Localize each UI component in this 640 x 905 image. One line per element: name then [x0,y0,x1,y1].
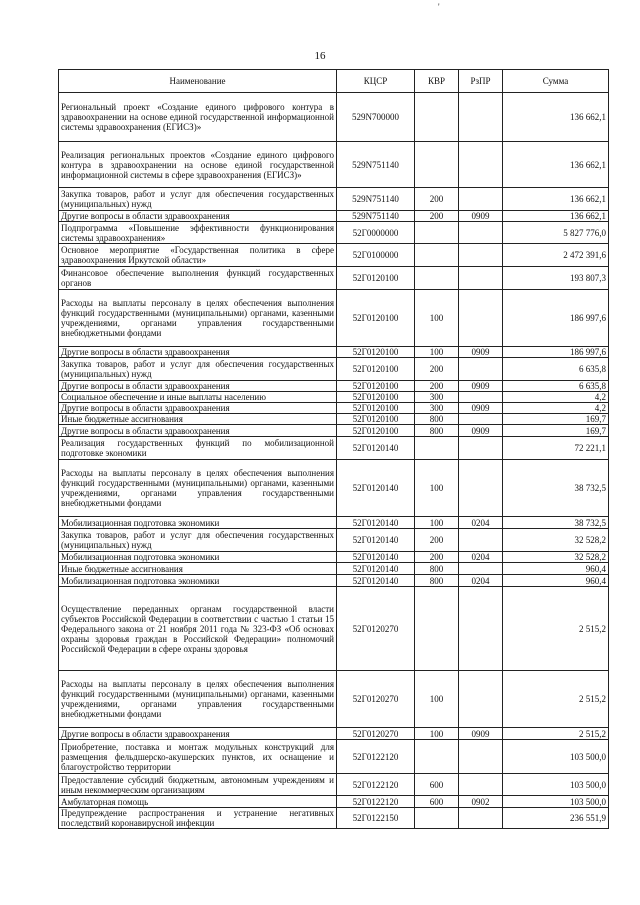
cell-name: Расходы на выплаты персоналу в целях обеспечения выполнения функций государственными (муниципальными) органами, казенными учреждениями, органами управления государственными внебюджетными фондами [59,290,337,347]
cell-kvr: 100 [415,671,459,728]
cell-rzpr [459,460,503,517]
cell-kvr [415,222,459,244]
cell-sum: 136 662,1 [503,142,609,188]
cell-kvr: 800 [415,575,459,587]
cell-sum: 2 515,2 [503,671,609,728]
table-row [59,381,609,392]
cell-sum: 6 635,8 [503,358,609,381]
cell-kvr [415,587,459,671]
table-row [59,728,609,740]
cell-kcsr: 529N751140 [337,211,415,222]
cell-kcsr: 52Г0120100 [337,347,415,358]
cell-kvr [415,142,459,188]
cell-kvr: 200 [415,358,459,381]
cell-kvr [415,437,459,460]
table-row [59,188,609,211]
cell-rzpr [459,587,503,671]
cell-kvr: 600 [415,796,459,808]
cell-kcsr: 52Г0120140 [337,437,415,460]
cell-kcsr: 52Г0122150 [337,808,415,829]
cell-name: Мобилизационная подготовка экономики [59,517,337,529]
cell-kvr [415,740,459,774]
cell-sum: 103 500,0 [503,740,609,774]
cell-sum: 169,7 [503,414,609,425]
cell-kvr: 200 [415,188,459,211]
cell-rzpr [459,529,503,552]
cell-name: Другие вопросы в области здравоохранения [59,381,337,392]
cell-rzpr [459,188,503,211]
cell-kvr: 800 [415,414,459,425]
cell-sum: 2 515,2 [503,728,609,740]
cell-kcsr: 52Г0120270 [337,671,415,728]
cell-sum: 2 472 391,6 [503,244,609,267]
cell-kcsr: 52Г0122120 [337,796,415,808]
cell-sum: 4,2 [503,403,609,414]
table-row [59,290,609,347]
cell-kcsr: 52Г0120100 [337,267,415,290]
cell-kvr [415,244,459,267]
cell-sum: 32 528,2 [503,529,609,552]
budget-table [58,69,609,829]
cell-sum: 236 551,9 [503,808,609,829]
table-row [59,796,609,808]
cell-kvr: 200 [415,552,459,563]
cell-kcsr: 52Г0120140 [337,552,415,563]
cell-kcsr: 52Г0120140 [337,575,415,587]
cell-kcsr: 52Г0120140 [337,529,415,552]
cell-name: Закупка товаров, работ и услуг для обеспечения государственных (муниципальных) нужд [59,188,337,211]
header-name: Наименование [59,70,337,93]
cell-name: Иные бюджетные ассигнования [59,414,337,425]
cell-sum: 6 635,8 [503,381,609,392]
cell-rzpr: 0909 [459,381,503,392]
scan-mark: ' [438,2,440,12]
table-row [59,808,609,829]
cell-kvr: 800 [415,425,459,437]
cell-kvr [415,93,459,142]
cell-kvr: 200 [415,529,459,552]
cell-name: Реализация государственных функций по мобилизационной подготовке экономики [59,437,337,460]
cell-rzpr [459,222,503,244]
cell-kcsr: 52Г0120100 [337,290,415,347]
cell-sum: 72 221,1 [503,437,609,460]
table-row [59,437,609,460]
cell-kvr: 100 [415,460,459,517]
cell-name: Реализация региональных проектов «Создание единого цифрового контура в здравоохранении на основе единой государственной информационной системы в сфере здравоохранения (ЕГИСЗ)» [59,142,337,188]
cell-name: Осуществление переданных органам государственной власти субъектов Российской Федерации в соответствии с частью 1 статьи 15 Федерального закона от 21 ноября 2011 года № 323-ФЗ «Об основах охраны здоровья граждан в Российской Федерации» полномочий Российской Федерации в сфере охраны здоровья [59,587,337,671]
table-row [59,587,609,671]
header-kcsr: КЦСР [337,70,415,93]
cell-sum: 193 807,3 [503,267,609,290]
cell-name: Другие вопросы в области здравоохранения [59,425,337,437]
cell-rzpr: 0204 [459,575,503,587]
cell-sum: 5 827 776,0 [503,222,609,244]
cell-kcsr: 52Г0000000 [337,222,415,244]
cell-kvr: 100 [415,517,459,529]
cell-kcsr: 52Г0120100 [337,392,415,403]
cell-name: Другие вопросы в области здравоохранения [59,347,337,358]
cell-kvr [415,808,459,829]
cell-kvr: 100 [415,347,459,358]
table-row [59,671,609,728]
cell-rzpr [459,244,503,267]
table-row [59,267,609,290]
cell-rzpr: 0909 [459,403,503,414]
cell-rzpr [459,808,503,829]
cell-kcsr: 52Г0120100 [337,403,415,414]
cell-kvr: 300 [415,392,459,403]
cell-kvr: 200 [415,211,459,222]
cell-kcsr: 52Г0122120 [337,774,415,796]
table-row [59,529,609,552]
table-row [59,460,609,517]
table-row [59,774,609,796]
cell-rzpr [459,437,503,460]
cell-rzpr [459,93,503,142]
cell-name: Мобилизационная подготовка экономики [59,575,337,587]
cell-rzpr: 0909 [459,347,503,358]
cell-rzpr: 0902 [459,796,503,808]
table-row [59,414,609,425]
header-rzpr: РзПР [459,70,503,93]
cell-name: Другие вопросы в области здравоохранения [59,211,337,222]
cell-kcsr: 52Г0100000 [337,244,415,267]
cell-name: Закупка товаров, работ и услуг для обеспечения государственных (муниципальных) нужд [59,529,337,552]
cell-sum: 136 662,1 [503,188,609,211]
cell-name: Региональный проект «Создание единого цифрового контура в здравоохранении на основе единой государственной информационной системы здравоохранения (ЕГИСЗ)» [59,93,337,142]
cell-kvr: 300 [415,403,459,414]
table-row [59,142,609,188]
cell-kcsr: 529N751140 [337,188,415,211]
table-row [59,425,609,437]
cell-kcsr: 52Г0120100 [337,358,415,381]
cell-sum: 186 997,6 [503,347,609,358]
header-sum: Сумма [503,70,609,93]
cell-kcsr: 529N751140 [337,142,415,188]
cell-name: Социальное обеспечение и иные выплаты населению [59,392,337,403]
table-row [59,347,609,358]
cell-rzpr [459,740,503,774]
cell-rzpr [459,267,503,290]
cell-rzpr [459,392,503,403]
cell-sum: 186 997,6 [503,290,609,347]
cell-rzpr: 0909 [459,728,503,740]
table-row [59,392,609,403]
cell-name: Предупреждение распространения и устранение негативных последствий коронавирусной инфекции [59,808,337,829]
cell-sum: 32 528,2 [503,552,609,563]
cell-sum: 4,2 [503,392,609,403]
cell-rzpr: 0204 [459,517,503,529]
cell-sum: 136 662,1 [503,211,609,222]
cell-kvr: 100 [415,290,459,347]
cell-name: Приобретение, поставка и монтаж модульных конструкций для размещения фельдшерско-акушерских пунктов, их оснащение и благоустройство территории [59,740,337,774]
cell-name: Основное мероприятие «Государственная политика в сфере здравоохранения Иркутской области» [59,244,337,267]
cell-sum: 136 662,1 [503,93,609,142]
cell-rzpr [459,142,503,188]
cell-kvr [415,267,459,290]
cell-name: Закупка товаров, работ и услуг для обеспечения государственных (муниципальных) нужд [59,358,337,381]
cell-name: Финансовое обеспечение выполнения функций государственных органов [59,267,337,290]
cell-kcsr: 52Г0120140 [337,563,415,575]
cell-kcsr: 52Г0122120 [337,740,415,774]
cell-rzpr [459,290,503,347]
table-row [59,403,609,414]
cell-sum: 960,4 [503,563,609,575]
cell-rzpr [459,563,503,575]
table-row [59,740,609,774]
cell-rzpr [459,358,503,381]
table-row [59,552,609,563]
table-row [59,358,609,381]
header-kvr: КВР [415,70,459,93]
cell-kvr: 100 [415,728,459,740]
cell-name: Другие вопросы в области здравоохранения [59,403,337,414]
cell-sum: 960,4 [503,575,609,587]
cell-kcsr: 529N700000 [337,93,415,142]
cell-kvr: 200 [415,381,459,392]
cell-kcsr: 52Г0120140 [337,517,415,529]
cell-kcsr: 52Г0120100 [337,425,415,437]
cell-kcsr: 52Г0120140 [337,460,415,517]
cell-sum: 103 500,0 [503,774,609,796]
table-row [59,244,609,267]
table-header-row [59,70,609,93]
cell-name: Расходы на выплаты персоналу в целях обеспечения выполнения функций государственными (муниципальными) органами, казенными учреждениями, органами управления государственными внебюджетными фондами [59,460,337,517]
table-row [59,93,609,142]
cell-sum: 169,7 [503,425,609,437]
cell-kcsr: 52Г0120100 [337,381,415,392]
cell-name: Мобилизационная подготовка экономики [59,552,337,563]
cell-rzpr [459,671,503,728]
cell-name: Подпрограмма «Повышение эффективности функционирования системы здравоохранения» [59,222,337,244]
cell-kcsr: 52Г0120270 [337,728,415,740]
table-row [59,211,609,222]
table-row [59,575,609,587]
cell-rzpr: 0909 [459,425,503,437]
cell-name: Иные бюджетные ассигнования [59,563,337,575]
cell-name: Расходы на выплаты персоналу в целях обеспечения выполнения функций государственными (муниципальными) органами, казенными учреждениями, органами управления государственными внебюджетными фондами [59,671,337,728]
cell-kvr: 600 [415,774,459,796]
cell-sum: 103 500,0 [503,796,609,808]
cell-name: Предоставление субсидий бюджетным, автономным учреждениям и иным некоммерческим организациям [59,774,337,796]
cell-kcsr: 52Г0120270 [337,587,415,671]
cell-kvr: 800 [415,563,459,575]
table-row [59,222,609,244]
cell-sum: 38 732,5 [503,517,609,529]
cell-rzpr [459,774,503,796]
table-row [59,517,609,529]
cell-name: Амбулаторная помощь [59,796,337,808]
cell-rzpr: 0909 [459,211,503,222]
cell-kcsr: 52Г0120100 [337,414,415,425]
cell-rzpr [459,414,503,425]
cell-sum: 2 515,2 [503,587,609,671]
cell-name: Другие вопросы в области здравоохранения [59,728,337,740]
cell-sum: 38 732,5 [503,460,609,517]
page-number: 16 [314,50,326,62]
cell-rzpr: 0204 [459,552,503,563]
table-row [59,563,609,575]
